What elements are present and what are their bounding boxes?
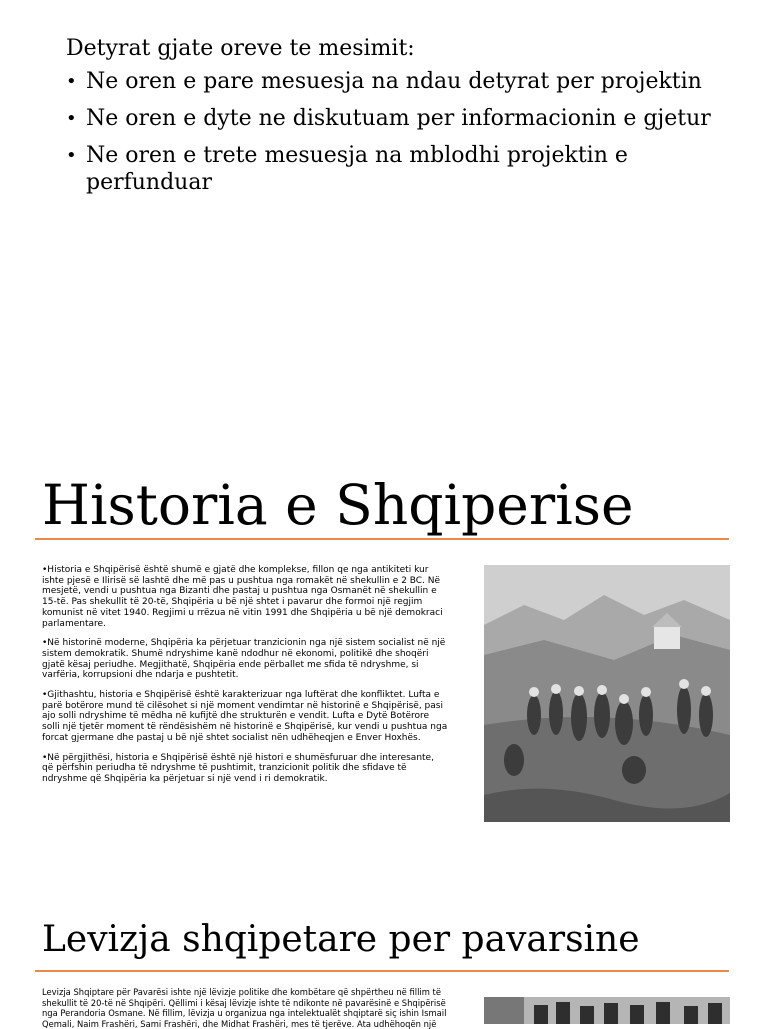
bullet-icon: • [66, 71, 77, 92]
tasks-title: Detyrat gjate oreve te mesimit: [66, 36, 415, 61]
list-item [66, 105, 746, 132]
history-paragraph: •Gjithashtu, historia e Shqipërisë është karakterizuar nga luftërat dhe konfliktet. Lufta e parë botërore mund të cilësohet si një moment vendimtar në historinë e Shqipërisë, pasi ajo solli ndryshime të mëdha në kufijtë dhe strukturën e vendit. Lufta e Dytë Botërore solli një tjetër moment të rëndësishëm në historinë e Shqipërisë, kur vendi u pushtua nga forcat gjermane dhe pastaj u bë një shtet socialist nën udhëheqjen e Enver Hoxhës. [42, 690, 448, 743]
task-text: Ne oren e trete mesuesja na mblodhi projektin e perfunduar [86, 143, 628, 195]
history-heading: Historia e Shqiperise [42, 473, 634, 537]
tasks-list [66, 68, 746, 196]
history-paragraph: •Në historinë moderne, Shqipëria ka përjetuar tranzicionin nga një sistem socialist në një sistem demokratik. Shumë ndryshime kanë ndodhur në ekonomi, politikë dhe shoqëri gjatë kësaj periudhe. Megjithatë, Shqipëria ende përballet me sfida të ndryshme, si varfëria, korrupsioni dhe ndarja e pushtetit. [42, 638, 446, 681]
history-body [42, 565, 448, 794]
heading-divider [35, 538, 729, 540]
bullet-icon: • [66, 145, 77, 166]
independence-body [42, 987, 448, 1029]
slide-tasks [66, 34, 746, 206]
historical-group-photo [484, 997, 730, 1024]
bullet-icon: • [66, 108, 77, 129]
task-text: Ne oren e dyte ne diskutuam per informacionin e gjetur [86, 106, 711, 131]
heading-divider [35, 970, 729, 972]
task-text: Ne oren e pare mesuesja na ndau detyrat per projektin [86, 69, 702, 94]
history-paragraph: •Në përgjithësi, historia e Shqipërisë është një histori e shumësfuruar dhe interesante, që përfshin periudha të ndryshme të pushtimit, tranzicionit politik dhe sfidave të ndryshme që Shqipëria ka përjetuar si një vend i ri demokratik. [42, 752, 434, 784]
independence-paragraph: Levizja Shqiptare për Pavarësi ishte një lëvizje politike dhe kombëtare që shpërtheu në fillim të shekullit të 20-të në Shqipëri. Qëllimi i kësaj lëvizje ishte të ndikonte në pavarësinë e Shqipërisë nga Perandoria Osmane. Në fillim, lëvizja u organizua nga intelektualët shqiptarë siç ishin Ismail Qemali, Naim Frashëri, Sami Frashëri, dhe Midhat Frashëri, mes të tjerëve. Ata udhëhoqën një [42, 987, 447, 1029]
list-item [66, 142, 746, 196]
independence-heading: Levizja shqipetare per pavarsine [42, 919, 640, 960]
list-item [66, 68, 746, 95]
historical-engraving-image [484, 565, 730, 822]
history-paragraph: •Historia e Shqipërisë është shumë e gjatë dhe komplekse, fillon qe nga antikiteti kur ishte pjesë e Ilirisë së lashtë dhe më pas u pushtua nga romakët në shekullin e 2 BC. Në mesjetë, vendi u pushtua nga Bizanti dhe pastaj u pushtua nga Osmanët në shekullin e 15-të. Pas shekullit të 20-të, Shqipëria u bë një shtet i pavarur dhe formoi një regjim komunist në vitet 1940. Regjimi u rrëzua në vitin 1991 dhe Shqipëria u bë një demokraci parlamentare. [42, 565, 443, 629]
